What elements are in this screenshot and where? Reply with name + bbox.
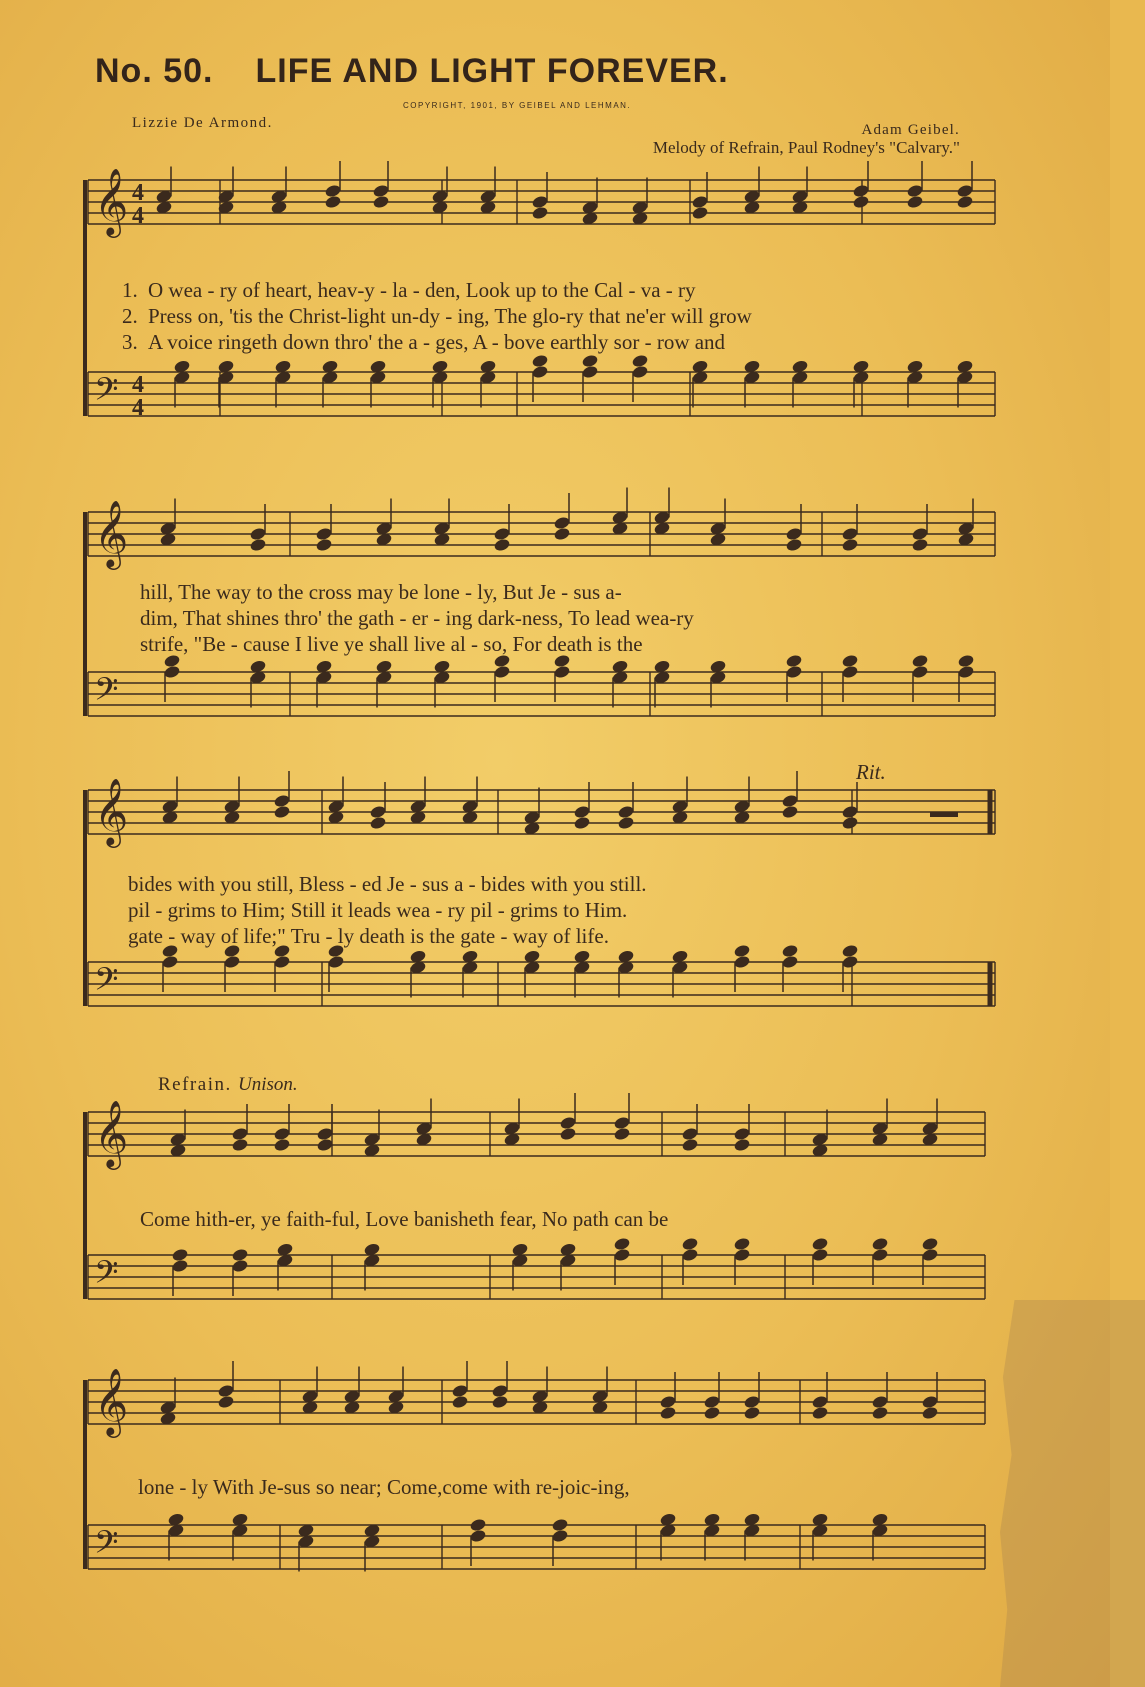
note-head [906, 195, 924, 210]
note-head [531, 206, 549, 221]
note-head [315, 527, 333, 542]
treble-clef-icon: 𝄞 [94, 1099, 129, 1167]
note-head [369, 816, 387, 831]
composer-credit: Adam Geibel. [861, 122, 960, 138]
note-head [703, 1406, 721, 1421]
verse1-line3: bides with you still, Bless - ed Je - sus a - bides with you still. [128, 872, 647, 896]
note-head [223, 955, 241, 970]
note-head [781, 955, 799, 970]
note-head [733, 1237, 751, 1252]
note-head [531, 195, 549, 210]
note-head [956, 195, 974, 210]
bass-clef-icon: 𝄢 [94, 671, 119, 715]
note-head [372, 184, 390, 199]
treble-clef-icon: 𝄞 [94, 1367, 129, 1435]
note-head [217, 1395, 235, 1410]
note-head [631, 354, 649, 369]
note-head [249, 538, 267, 553]
note-head [681, 1127, 699, 1142]
note-head [841, 816, 859, 831]
hymn-title-text: LIFE AND LIGHT FOREVER. [255, 52, 729, 90]
note-head [324, 184, 342, 199]
note-head [617, 816, 635, 831]
note-head [171, 1248, 189, 1263]
note-head [957, 665, 975, 680]
note-head [581, 354, 599, 369]
time-signature-top: 4 [132, 372, 144, 398]
note-head [871, 1395, 889, 1410]
note-head [231, 1259, 249, 1274]
note-head [316, 1127, 334, 1142]
note-head [161, 955, 179, 970]
note-head [231, 1248, 249, 1263]
note-head [617, 805, 635, 820]
note-head [811, 1237, 829, 1252]
note-head [921, 1248, 939, 1263]
treble-staff [88, 777, 995, 848]
note-head [703, 1395, 721, 1410]
treble-clef-icon: 𝄞 [94, 777, 129, 845]
note-head [491, 1384, 509, 1399]
note-head [733, 1248, 751, 1263]
note-head [781, 794, 799, 809]
note-head [369, 805, 387, 820]
note-head [841, 955, 859, 970]
bass-staff [88, 1524, 985, 1569]
refrain-line2: lone - ly With Je-sus so near; Come,come with re-joic-ing, [138, 1475, 630, 1499]
note-head [957, 654, 975, 669]
note-head [315, 538, 333, 553]
note-head [273, 794, 291, 809]
bass-clef-icon: 𝄢 [94, 1524, 119, 1568]
note-head [691, 195, 709, 210]
note-head [733, 944, 751, 959]
note-head [559, 1116, 577, 1131]
hymn-number: No. 50. [95, 52, 214, 90]
note-head [372, 195, 390, 210]
note-head [573, 805, 591, 820]
note-head [811, 1248, 829, 1263]
note-head [231, 1138, 249, 1153]
note-head [581, 365, 599, 380]
note-head [852, 195, 870, 210]
note-head [551, 1518, 569, 1533]
author-credit: Lizzie De Armond. [132, 115, 273, 131]
note-head [811, 1406, 829, 1421]
verse1-line1: 1. O wea - ry of heart, heav-y - la - den, Look up to the Cal - va - ry [122, 278, 696, 302]
bass-clef-icon: 𝄢 [94, 371, 119, 415]
note-head [743, 1406, 761, 1421]
time-signature-top: 4 [132, 180, 144, 206]
note-head [921, 1395, 939, 1410]
note-head [551, 1529, 569, 1544]
note-head [231, 1127, 249, 1142]
note-head [324, 195, 342, 210]
note-head [841, 665, 859, 680]
note-head [841, 654, 859, 669]
note-head [659, 1406, 677, 1421]
verse2-line3: pil - grims to Him; Still it leads wea - ry pil - grims to Him. [128, 898, 628, 922]
note-head [327, 955, 345, 970]
note-head [733, 1127, 751, 1142]
bass-staff [88, 1254, 985, 1299]
note-head [493, 527, 511, 542]
note-head [811, 1395, 829, 1410]
note-head [273, 1127, 291, 1142]
note-head [171, 1259, 189, 1274]
note-head [273, 805, 291, 820]
bass-clef-icon: 𝄢 [94, 961, 119, 1005]
note-head [852, 184, 870, 199]
note-head [531, 365, 549, 380]
note-head [613, 1127, 631, 1142]
note-head [573, 816, 591, 831]
note-head [733, 955, 751, 970]
note-head [871, 1237, 889, 1252]
note-head [911, 665, 929, 680]
note-head [163, 665, 181, 680]
treble-staff [88, 499, 995, 570]
bass-staff [88, 671, 995, 716]
note-head [785, 665, 803, 680]
note-head [273, 1138, 291, 1153]
note-head [316, 1138, 334, 1153]
note-head [781, 944, 799, 959]
note-head [553, 665, 571, 680]
refrain-label: Refrain. Unison. [158, 1074, 298, 1095]
note-head [553, 527, 571, 542]
note-head [631, 365, 649, 380]
note-head [493, 665, 511, 680]
note-head [733, 1138, 751, 1153]
copyright-notice: COPYRIGHT, 1901, BY GEIBEL AND LEHMAN. [403, 101, 632, 110]
note-head [553, 516, 571, 531]
note-head [921, 1237, 939, 1252]
note-head [841, 805, 859, 820]
note-head [273, 955, 291, 970]
note-head [493, 538, 511, 553]
note-head [841, 944, 859, 959]
ritardando-marking: Rit. [856, 760, 886, 784]
note-head [871, 1248, 889, 1263]
note-head [681, 1237, 699, 1252]
bass-clef-icon: 𝄢 [94, 1254, 119, 1298]
note-head [249, 527, 267, 542]
verse3-line1: 3. A voice ringeth down thro' the a - ges, A - bove earthly sor - row and [122, 330, 726, 354]
note-head [451, 1395, 469, 1410]
note-head [217, 1384, 235, 1399]
verse2-line1: 2. Press on, 'tis the Christ-light un-dy - ing, The glo-ry that ne'er will grow [122, 304, 752, 328]
note-head [906, 184, 924, 199]
note-head [531, 354, 549, 369]
verse3-line2: strife, "Be - cause I live ye shall live al - so, For death is the [140, 632, 643, 656]
note-head [785, 538, 803, 553]
note-head [681, 1248, 699, 1263]
note-head [956, 184, 974, 199]
note-head [451, 1384, 469, 1399]
note-head [743, 1395, 761, 1410]
note-head [921, 1406, 939, 1421]
note-head [785, 527, 803, 542]
time-signature-bottom: 4 [132, 395, 144, 421]
whole-rest [930, 812, 958, 817]
note-head [911, 527, 929, 542]
note-head [785, 654, 803, 669]
bass-staff [88, 961, 995, 1006]
melody-credit: Melody of Refrain, Paul Rodney's "Calvary." [652, 138, 960, 157]
verse1-line2: hill, The way to the cross may be lone - ly, But Je - sus a- [140, 580, 622, 604]
note-head [911, 654, 929, 669]
treble-clef-icon: 𝄞 [94, 167, 129, 235]
note-head [613, 1237, 631, 1252]
refrain-line1: Come hith-er, ye faith-ful, Love banisheth fear, No path can be [140, 1207, 669, 1231]
note-head [613, 1116, 631, 1131]
note-head [681, 1138, 699, 1153]
time-signature-bottom: 4 [132, 203, 144, 229]
note-head [841, 538, 859, 553]
note-head [871, 1406, 889, 1421]
note-head [691, 206, 709, 221]
note-head [469, 1518, 487, 1533]
note-head [781, 805, 799, 820]
treble-staff [88, 1099, 985, 1170]
note-head [613, 1248, 631, 1263]
verse3-line3: gate - way of life;" Tru - ly death is the gate - way of life. [128, 924, 609, 948]
note-head [911, 538, 929, 553]
note-head [469, 1529, 487, 1544]
note-head [841, 527, 859, 542]
treble-clef-icon: 𝄞 [94, 499, 129, 567]
note-head [659, 1395, 677, 1410]
verse2-line2: dim, That shines thro' the gath - er - ing dark-ness, To lead wea-ry [140, 606, 694, 630]
note-head [491, 1395, 509, 1410]
note-head [559, 1127, 577, 1142]
